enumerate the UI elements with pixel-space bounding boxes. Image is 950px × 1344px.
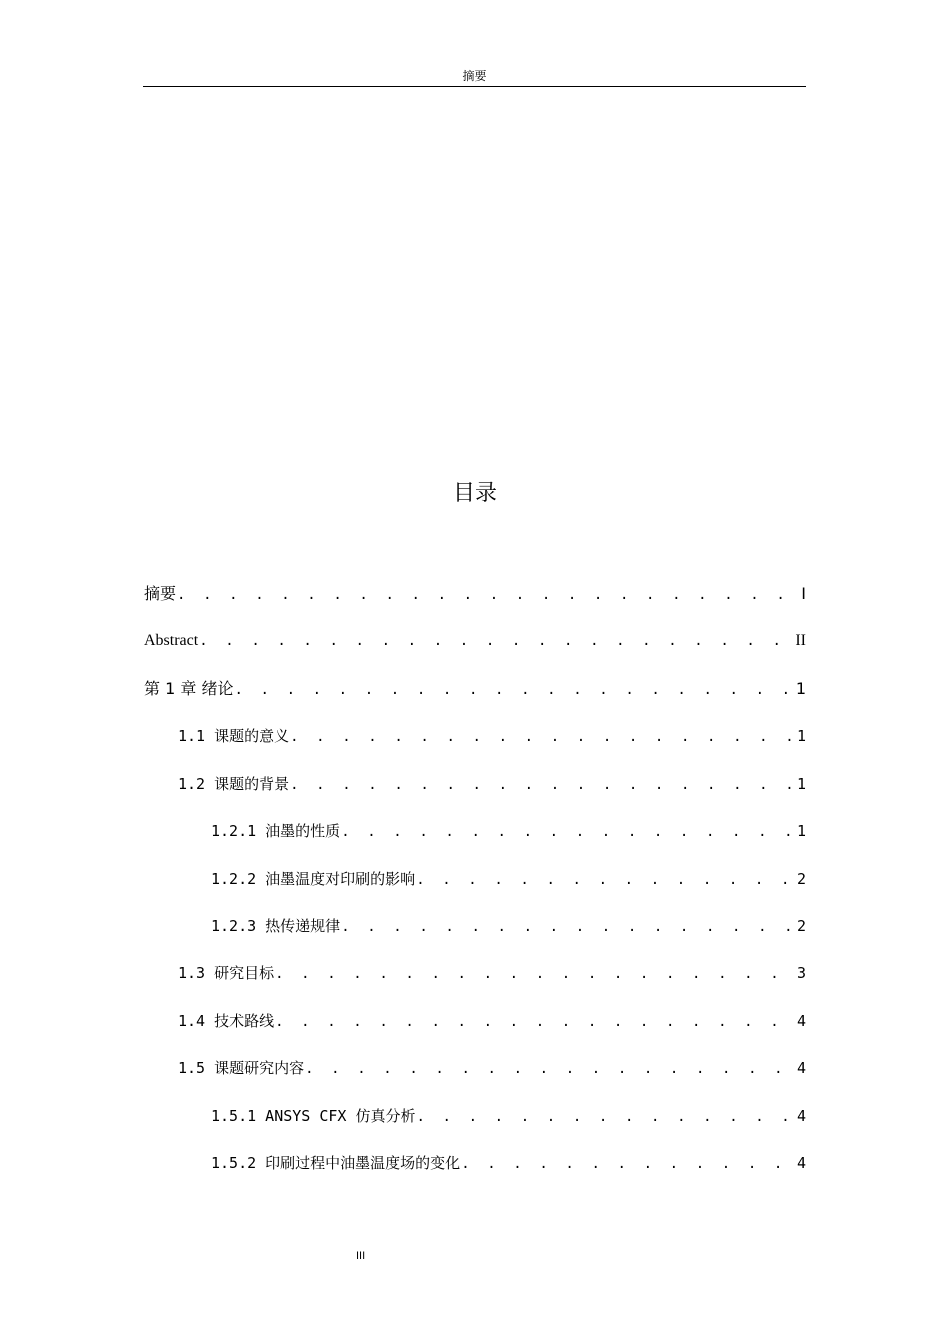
toc-entry-page: 2 xyxy=(796,870,806,888)
toc-entry-page: 1 xyxy=(795,679,806,698)
toc-entry-1-4[interactable] xyxy=(178,1009,806,1033)
toc-entry-chapter-1[interactable] xyxy=(144,677,806,701)
toc-title: 目录 xyxy=(452,481,497,506)
toc-entry-page: 3 xyxy=(796,964,806,982)
toc-dot-leader xyxy=(176,583,799,607)
toc-dot-leader xyxy=(340,820,795,844)
toc-entry-page: 1 xyxy=(796,822,806,840)
toc-entry-1-2-2[interactable] xyxy=(211,867,806,891)
toc-dot-leader xyxy=(233,678,793,702)
toc-entry-label: 1.2.3 热传递规律 xyxy=(211,917,341,935)
toc-dot-leader xyxy=(289,725,795,749)
toc-entry-label: 1.5.1 ANSYS CFX 仿真分析 xyxy=(211,1107,416,1125)
toc-entry-page: 4 xyxy=(796,1154,806,1172)
toc-dot-leader xyxy=(460,1152,795,1176)
toc-entry-abstract-cn[interactable] xyxy=(144,582,806,606)
toc-entry-page: II xyxy=(795,632,806,649)
toc-entry-1-5[interactable] xyxy=(178,1056,806,1080)
toc-dot-leader xyxy=(415,868,795,892)
toc-entry-1-2-3[interactable] xyxy=(211,914,806,938)
toc-dot-leader xyxy=(274,1010,795,1034)
toc-entry-label: 1.4 技术路线 xyxy=(178,1012,275,1030)
toc-entry-label: 1.2.1 油墨的性质 xyxy=(211,822,341,840)
toc-dot-leader xyxy=(274,962,795,986)
toc-entry-label: Abstract xyxy=(144,632,199,649)
toc-entry-page: 2 xyxy=(796,917,806,935)
toc-entry-label: 1.1 课题的意义 xyxy=(178,727,290,745)
toc-dot-leader xyxy=(340,915,795,939)
toc-entry-label: 1.2.2 油墨温度对印刷的影响 xyxy=(211,870,416,888)
page-number: III xyxy=(356,1250,366,1262)
toc-entry-label: 第 1 章 绪论 xyxy=(144,679,234,698)
toc-dot-leader xyxy=(198,629,793,653)
toc-entry-1-5-2[interactable] xyxy=(211,1151,806,1175)
toc-entry-1-5-1[interactable] xyxy=(211,1104,806,1128)
toc-entry-page: I xyxy=(801,584,806,603)
toc-entry-1-2[interactable] xyxy=(178,772,806,796)
toc-entry-page: 1 xyxy=(796,727,806,745)
toc-entry-label: 1.5 课题研究内容 xyxy=(178,1059,305,1077)
toc-entry-page: 4 xyxy=(796,1107,806,1125)
toc-entry-page: 4 xyxy=(796,1012,806,1030)
toc-entry-page: 1 xyxy=(796,775,806,793)
toc-entry-1-3[interactable] xyxy=(178,961,806,985)
toc-entry-page: 4 xyxy=(796,1059,806,1077)
toc-dot-leader xyxy=(416,1105,795,1129)
toc-entry-1-1[interactable] xyxy=(178,724,806,748)
toc-entry-label: 1.3 研究目标 xyxy=(178,964,275,982)
toc-entry-label: 1.2 课题的背景 xyxy=(178,775,290,793)
toc-entry-label: 1.5.2 印刷过程中油墨温度场的变化 xyxy=(211,1154,461,1172)
toc-entry-abstract-en[interactable] xyxy=(144,629,806,653)
toc-dot-leader xyxy=(289,773,795,797)
toc-entry-label: 摘要 xyxy=(144,584,177,603)
running-header-title: 摘要 xyxy=(462,69,487,83)
toc-entry-1-2-1[interactable] xyxy=(211,819,806,843)
toc-dot-leader xyxy=(304,1057,795,1081)
